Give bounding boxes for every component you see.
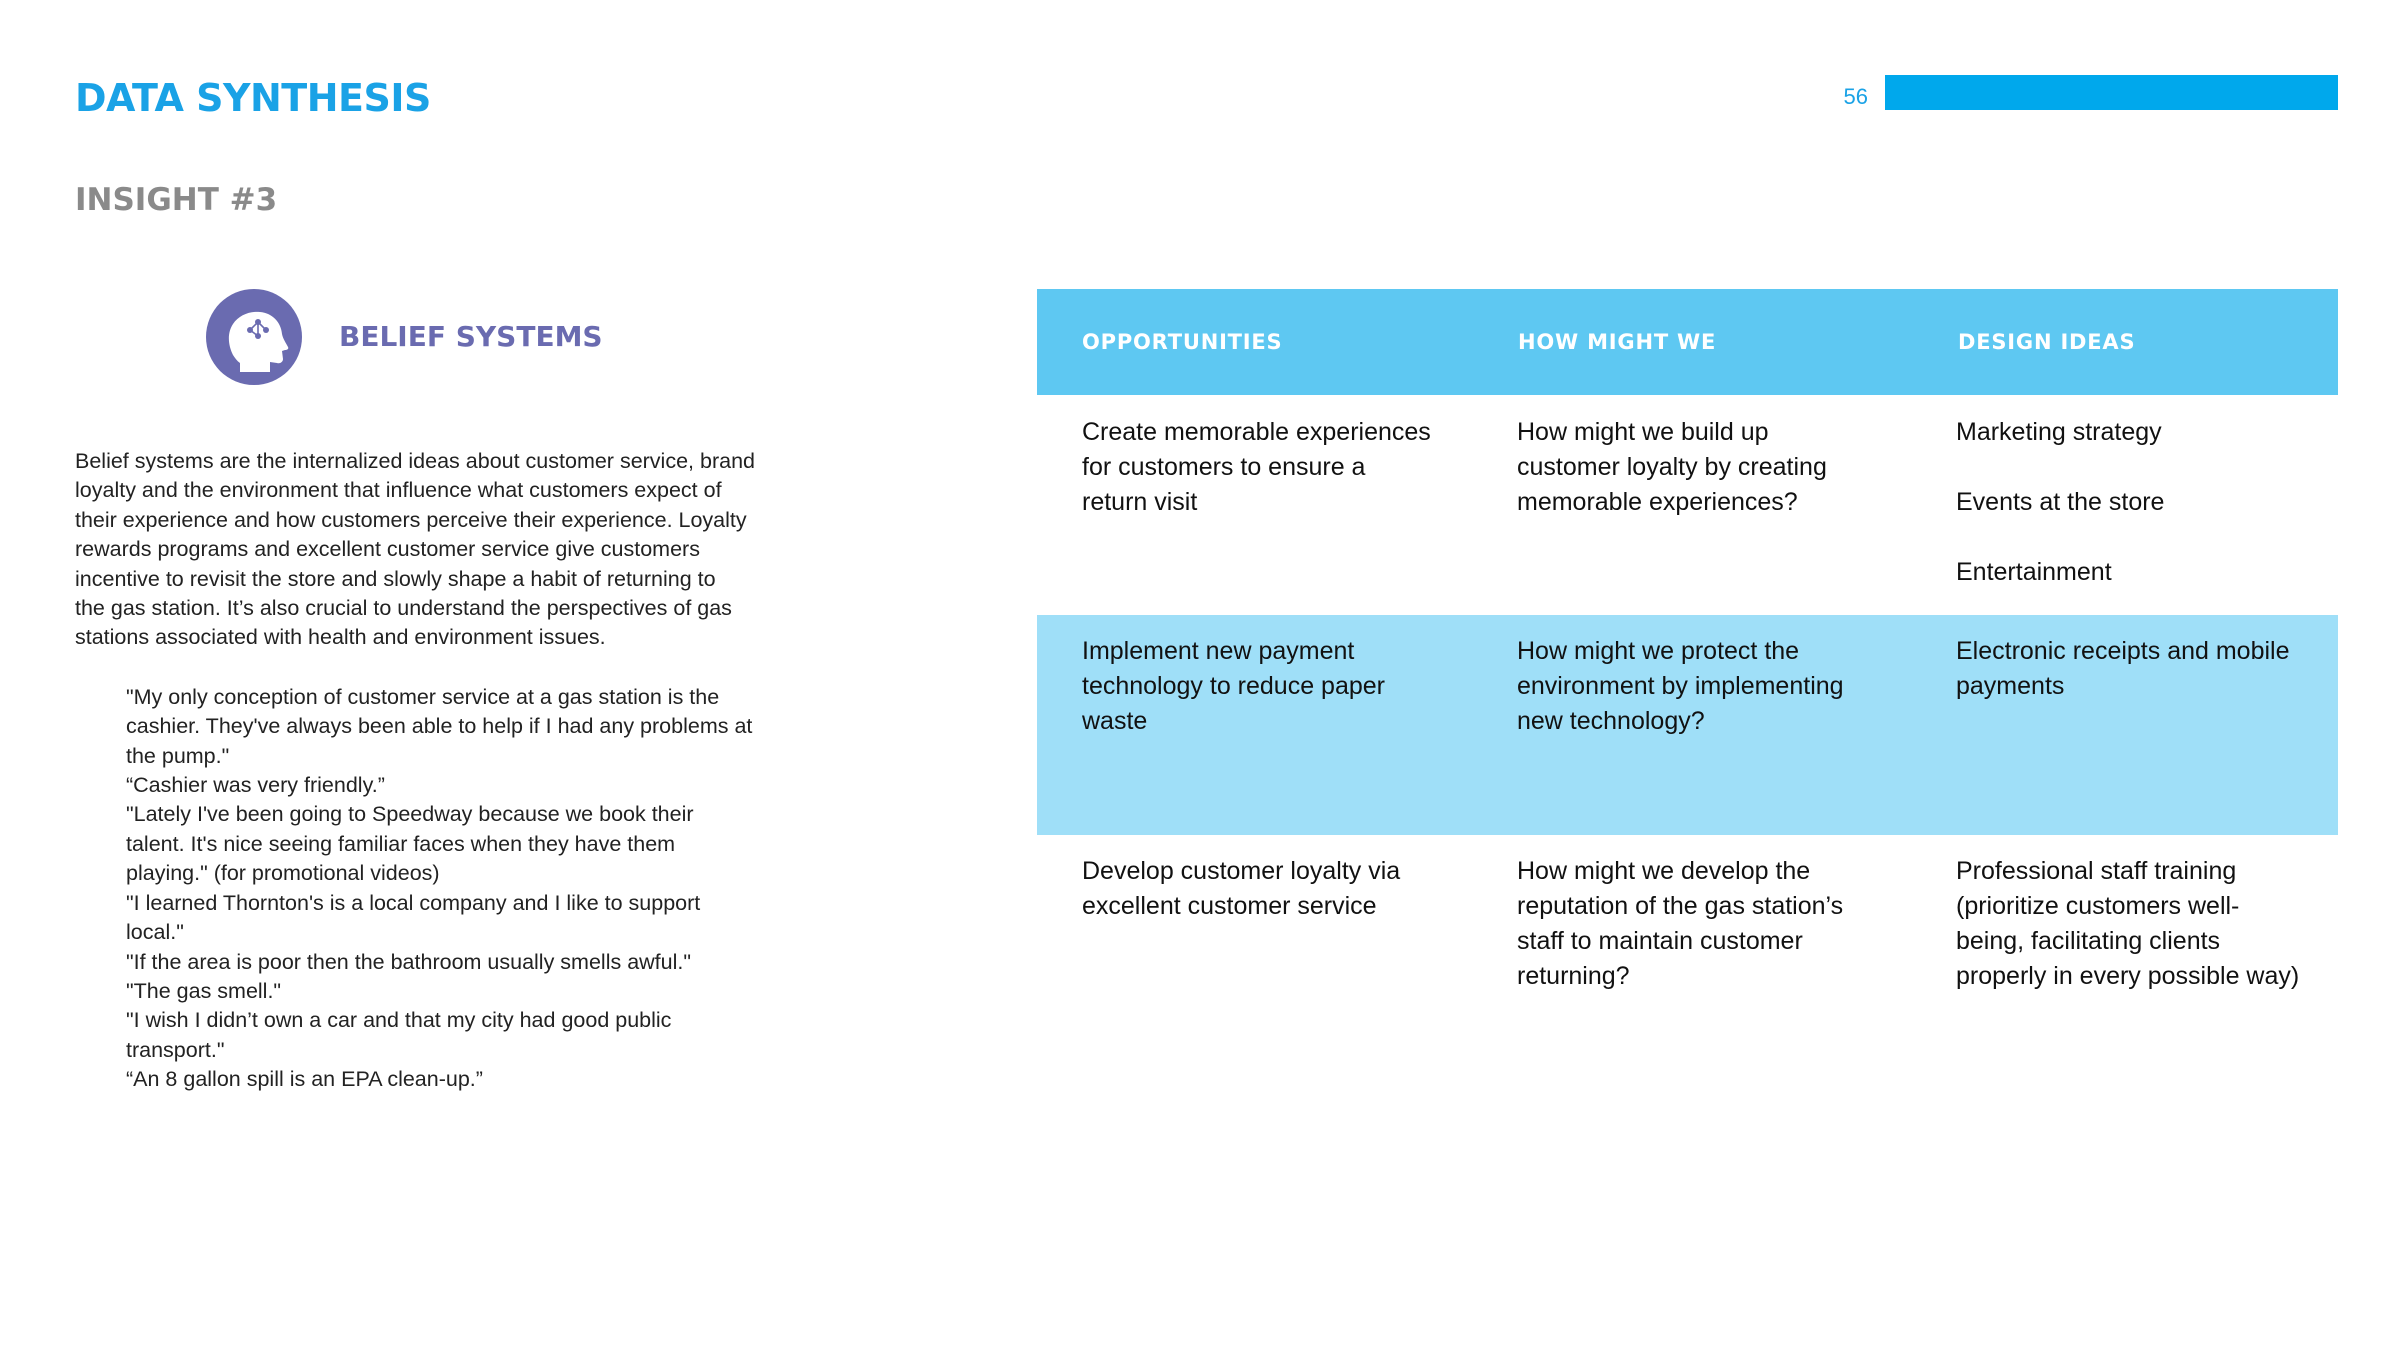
cell-line: staff to maintain customer [1517,927,1803,955]
header-how-might-we: HOW MIGHT WE [1518,330,1717,354]
design-idea: Entertainment [1956,558,2112,586]
cell-line: for customers to ensure a [1082,453,1366,481]
section-title: DATA SYNTHESIS [75,76,431,120]
quote-line: transport." [126,1037,225,1062]
customer-quotes [126,683,765,1095]
quote-line: "Lately I've been going to Speedway because we book their [126,802,694,827]
matrix-header-row [1037,289,2338,395]
cell-line: reputation of the gas station’s [1517,892,1844,920]
cell-line: payments [1956,672,2065,700]
description-line: stations associated with health and environment issues. [75,625,606,650]
description-line: their experience and how customers perceive their experience. Loyalty [75,507,747,532]
table-row [1037,615,2338,835]
opportunity-cell [1037,415,1475,520]
table-row [1037,395,2338,615]
quote-line: “Cashier was very friendly.” [126,773,385,798]
cell-line: customer loyalty by creating [1517,453,1827,481]
cell-line: properly in every possible way) [1956,962,2300,990]
cell-line: Develop customer loyalty via [1082,857,1401,885]
quote-line: playing." (for promotional videos) [126,861,440,886]
header-opportunities: OPPORTUNITIES [1082,330,1283,354]
header-design-ideas: DESIGN IDEAS [1958,330,2136,354]
opportunity-matrix [1037,289,2338,1015]
belief-description-block [75,447,765,1095]
quote-line: "I wish I didn’t own a car and that my city had good public [126,1008,672,1033]
quote-line: "My only conception of customer service at a gas station is the [126,684,720,709]
cell-line: environment by implementing [1517,672,1844,700]
cell-line: (prioritize customers well- [1956,892,2240,920]
how-might-we-cell [1475,634,1915,739]
cell-line: technology to reduce paper [1082,672,1385,700]
cell-line: being, facilitating clients [1956,927,2221,955]
cell-line: waste [1082,707,1148,735]
design-idea: Marketing strategy [1956,418,2162,446]
cell-line: How might we protect the [1517,637,1800,665]
design-ideas-cell [1915,854,2338,994]
cell-line: How might we develop the [1517,857,1811,885]
cell-line: excellent customer service [1082,892,1377,920]
cell-line: memorable experiences? [1517,488,1798,516]
quote-line: cashier. They've always been able to help if I had any problems at [126,714,753,739]
cell-line: returning? [1517,962,1630,990]
description-line: rewards programs and excellent customer service give customers [75,537,700,562]
belief-systems-title: BELIEF SYSTEMS [339,320,603,353]
how-might-we-cell [1475,415,1915,520]
insight-title: INSIGHT #3 [75,182,278,218]
quote-line: "I learned Thornton's is a local company and I like to support [126,890,701,915]
cell-line: Create memorable experiences [1082,418,1431,446]
description-line: incentive to revisit the store and slowly shape a habit of returning to [75,566,716,591]
description-line: the gas station. It’s also crucial to understand the perspectives of gas [75,596,732,621]
design-ideas-cell [1915,634,2338,704]
design-ideas-cell [1915,415,2338,590]
belief-description [75,447,765,653]
cell-line: new technology? [1517,707,1705,735]
head-network-icon [206,289,302,385]
table-row [1037,835,2338,1015]
description-line: Belief systems are the internalized ideas about customer service, brand [75,449,755,473]
how-might-we-cell [1475,854,1915,994]
cell-line: How might we build up [1517,418,1769,446]
page-number: 56 [1843,84,1868,109]
header-accent-bar [1885,75,2338,110]
quote-line: "The gas smell." [126,978,282,1003]
design-idea: Events at the store [1956,488,2165,516]
cell-line: Electronic receipts and mobile [1956,637,2290,665]
cell-line: return visit [1082,488,1198,516]
quote-line: “An 8 gallon spill is an EPA clean-up.” [126,1067,483,1092]
quote-line: "If the area is poor then the bathroom usually smells awful." [126,949,691,974]
cell-line: Professional staff training [1956,857,2237,885]
description-line: loyalty and the environment that influence what customers expect of [75,478,722,503]
quote-line: the pump." [126,743,230,768]
opportunity-cell [1037,634,1475,739]
quote-line: local." [126,920,184,945]
opportunity-cell [1037,854,1475,924]
quote-line: talent. It's nice seeing familiar faces when they have them [126,831,676,856]
cell-line: Implement new payment [1082,637,1355,665]
